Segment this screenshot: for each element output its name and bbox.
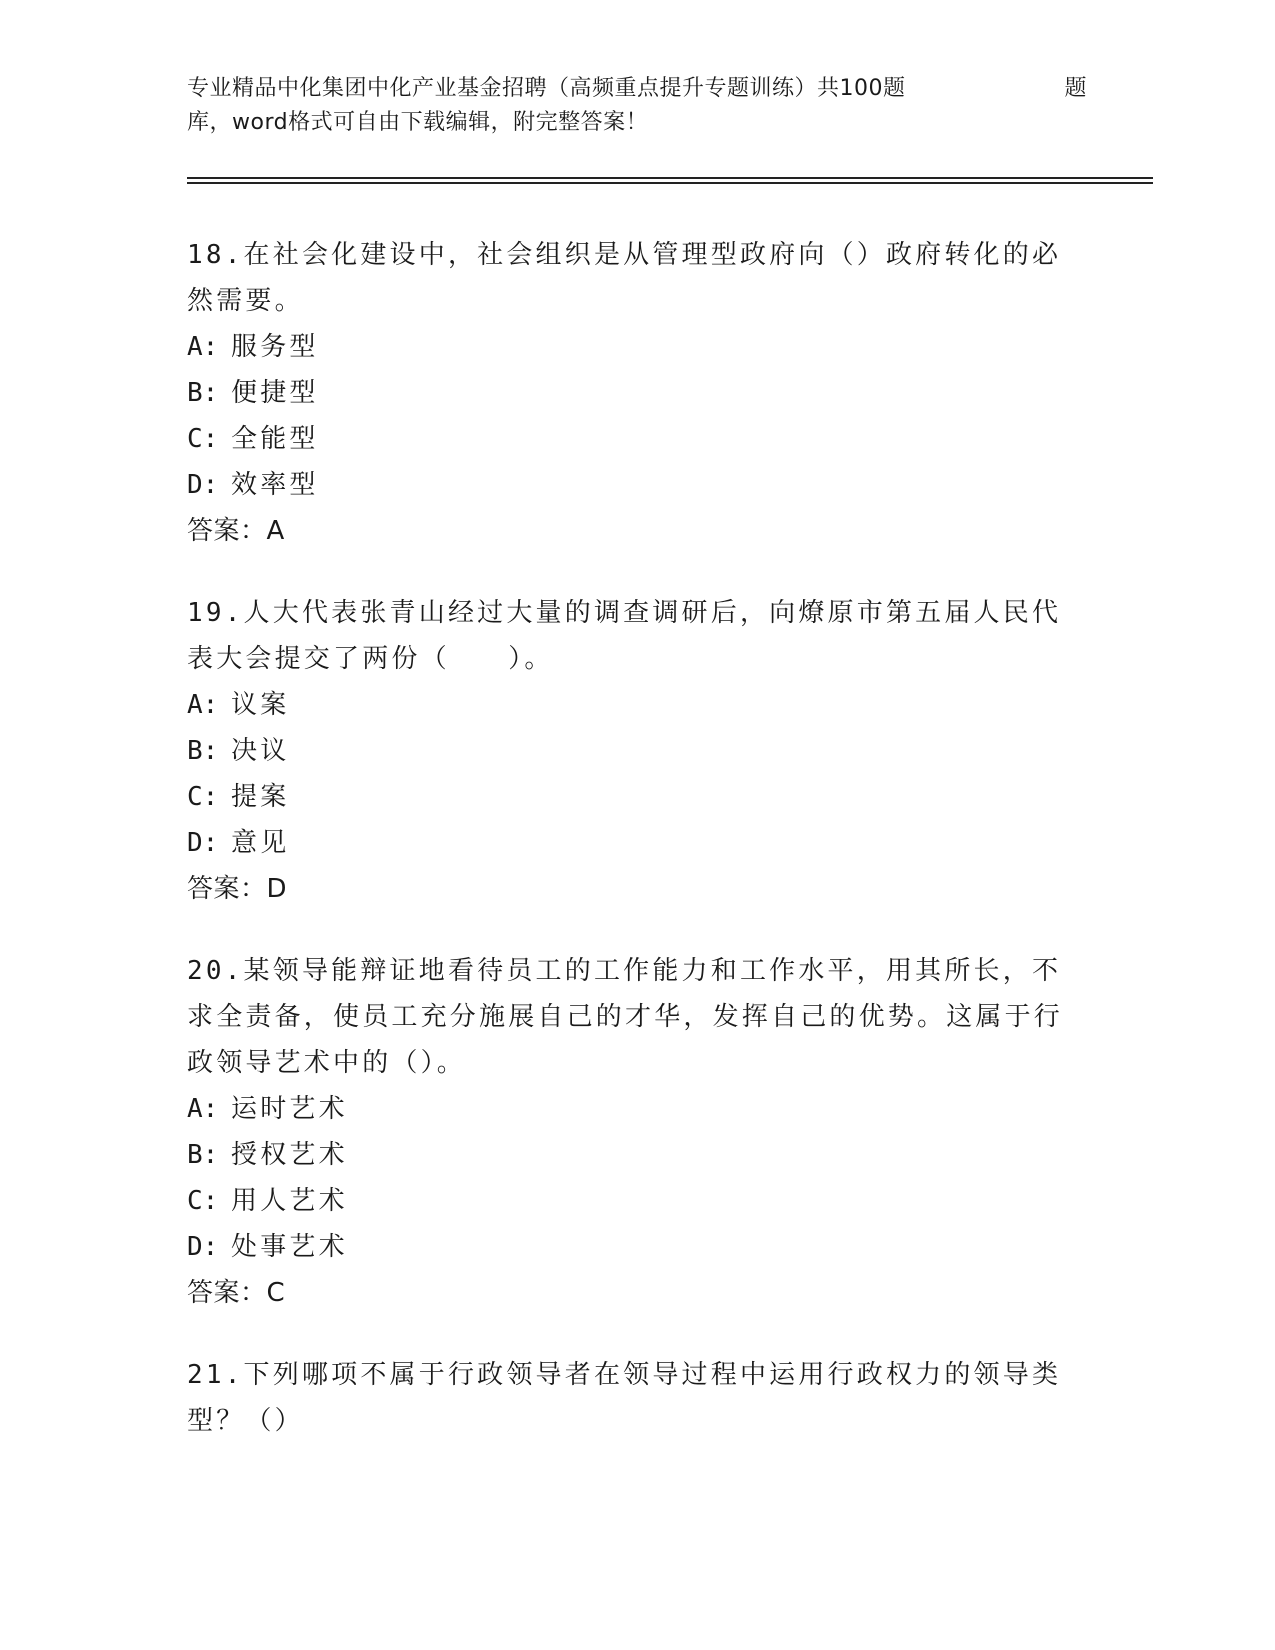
header-title: 专业精品中化集团中化产业基金招聘（高频重点提升专题训练）共100题 bbox=[187, 76, 906, 101]
question-21 bbox=[187, 1352, 1087, 1444]
question-20 bbox=[187, 948, 1087, 1316]
option-text: 处事艺术 bbox=[231, 1232, 348, 1262]
option-letter: B: bbox=[187, 378, 219, 408]
option-text: 意见 bbox=[231, 828, 290, 858]
question-stem: 18.在社会化建设中，社会组织是从管理型政府向（）政府转化的必然需要。 bbox=[187, 240, 1062, 316]
option-text: 用人艺术 bbox=[231, 1186, 348, 1216]
header-divider-bottom bbox=[187, 182, 1153, 184]
question-list bbox=[187, 232, 1087, 1480]
header-divider-top bbox=[187, 177, 1153, 179]
option-letter: A: bbox=[187, 332, 219, 362]
option-d bbox=[187, 820, 1087, 866]
question-stem: 20.某领导能辩证地看待员工的工作能力和工作水平，用其所长，不求全责备，使员工充分施展自己的才华，发挥自己的优势。这属于行政领导艺术中的（）。 bbox=[187, 956, 1064, 1078]
option-letter: D: bbox=[187, 470, 219, 500]
option-letter: A: bbox=[187, 690, 219, 720]
option-letter: B: bbox=[187, 1140, 219, 1170]
option-text: 授权艺术 bbox=[231, 1140, 348, 1170]
option-b bbox=[187, 370, 1087, 416]
option-letter: C: bbox=[187, 424, 219, 454]
option-d bbox=[187, 462, 1087, 508]
option-text: 效率型 bbox=[231, 470, 319, 500]
option-letter: C: bbox=[187, 782, 219, 812]
option-letter: B: bbox=[187, 736, 219, 766]
answer-line: 答案：C bbox=[187, 1278, 286, 1308]
option-a bbox=[187, 682, 1087, 728]
option-c bbox=[187, 774, 1087, 820]
header-line-1 bbox=[187, 72, 1087, 106]
option-letter: A: bbox=[187, 1094, 219, 1124]
option-a bbox=[187, 324, 1087, 370]
question-stem: 19.人大代表张青山经过大量的调查调研后，向燎原市第五届人民代表大会提交了两份（ ）。 bbox=[187, 598, 1062, 674]
option-c bbox=[187, 1178, 1087, 1224]
document-header bbox=[187, 72, 1087, 140]
header-line-2: 库，word格式可自由下载编辑，附完整答案！ bbox=[187, 110, 649, 135]
option-text: 决议 bbox=[231, 736, 290, 766]
option-text: 服务型 bbox=[231, 332, 319, 362]
answer-line: 答案：D bbox=[187, 874, 288, 904]
option-letter: D: bbox=[187, 1232, 219, 1262]
option-c bbox=[187, 416, 1087, 462]
option-letter: C: bbox=[187, 1186, 219, 1216]
option-text: 议案 bbox=[231, 690, 290, 720]
option-text: 运时艺术 bbox=[231, 1094, 348, 1124]
option-b bbox=[187, 728, 1087, 774]
header-title-wrap: 题 bbox=[1064, 76, 1087, 101]
option-text: 全能型 bbox=[231, 424, 319, 454]
question-stem: 21.下列哪项不属于行政领导者在领导过程中运用行政权力的领导类型？（） bbox=[187, 1360, 1062, 1436]
option-d bbox=[187, 1224, 1087, 1270]
option-text: 提案 bbox=[231, 782, 290, 812]
option-letter: D: bbox=[187, 828, 219, 858]
question-18 bbox=[187, 232, 1087, 554]
question-19 bbox=[187, 590, 1087, 912]
option-b bbox=[187, 1132, 1087, 1178]
option-text: 便捷型 bbox=[231, 378, 319, 408]
option-a bbox=[187, 1086, 1087, 1132]
answer-line: 答案：A bbox=[187, 516, 285, 546]
